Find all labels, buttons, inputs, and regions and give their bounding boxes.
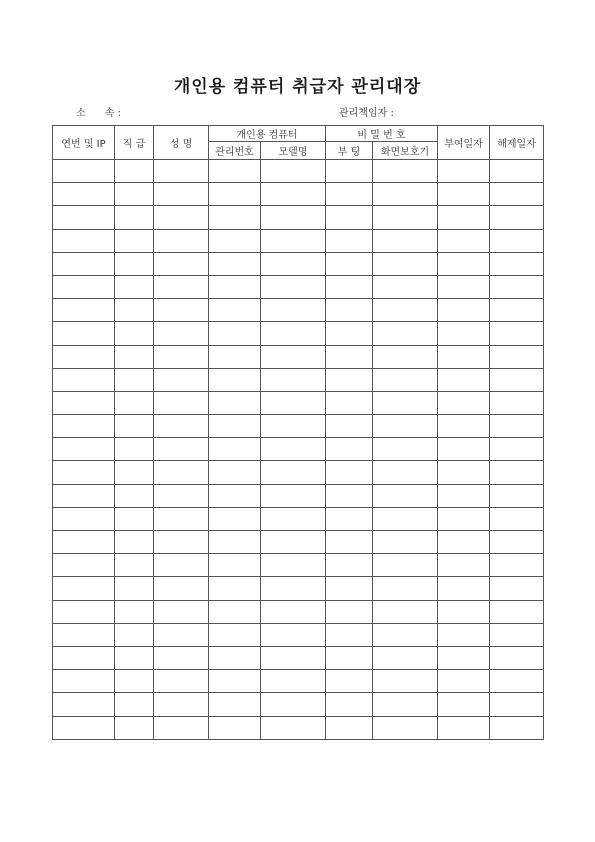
table-row xyxy=(53,693,544,716)
table-cell xyxy=(373,461,438,484)
header-revoked-date: 해제일자 xyxy=(490,126,544,160)
table-cell xyxy=(490,646,544,669)
table-cell xyxy=(373,693,438,716)
table-cell xyxy=(438,391,490,414)
table-cell xyxy=(326,206,373,229)
table-cell xyxy=(115,554,154,577)
table-cell xyxy=(261,646,326,669)
table-cell xyxy=(438,531,490,554)
table-cell xyxy=(209,531,261,554)
table-cell xyxy=(490,716,544,739)
table-cell xyxy=(261,554,326,577)
table-cell xyxy=(438,507,490,530)
header-pc-group: 개인용 컴퓨터 xyxy=(209,126,326,142)
table-cell xyxy=(490,484,544,507)
table-cell xyxy=(53,345,115,368)
header-screensaver: 화면보호기 xyxy=(373,142,438,160)
table-cell xyxy=(261,206,326,229)
table-row xyxy=(53,391,544,414)
header-management-no: 관리번호 xyxy=(209,142,261,160)
table-cell xyxy=(326,646,373,669)
table-cell xyxy=(438,275,490,298)
table-cell xyxy=(209,229,261,252)
table-cell xyxy=(261,229,326,252)
table-cell xyxy=(154,577,209,600)
table-cell xyxy=(261,670,326,693)
table-cell xyxy=(373,415,438,438)
table-row xyxy=(53,345,544,368)
table-cell xyxy=(115,670,154,693)
table-row xyxy=(53,646,544,669)
table-cell xyxy=(209,322,261,345)
table-cell xyxy=(438,484,490,507)
table-cell xyxy=(490,554,544,577)
table-cell xyxy=(438,438,490,461)
table-cell xyxy=(438,299,490,322)
table-cell xyxy=(373,670,438,693)
table-cell xyxy=(490,229,544,252)
table-cell xyxy=(261,438,326,461)
table-cell xyxy=(326,368,373,391)
header-boot: 부 팅 xyxy=(326,142,373,160)
table-cell xyxy=(373,206,438,229)
table-cell xyxy=(490,507,544,530)
table-row xyxy=(53,206,544,229)
table-cell xyxy=(438,600,490,623)
table-cell xyxy=(154,646,209,669)
table-cell xyxy=(490,322,544,345)
table-cell xyxy=(209,577,261,600)
table-cell xyxy=(154,160,209,183)
table-cell xyxy=(115,391,154,414)
table-cell xyxy=(261,275,326,298)
table-cell xyxy=(115,415,154,438)
table-cell xyxy=(490,391,544,414)
table-cell xyxy=(326,252,373,275)
table-cell xyxy=(373,252,438,275)
table-cell xyxy=(115,461,154,484)
table-cell xyxy=(261,252,326,275)
table-cell xyxy=(154,275,209,298)
table-cell xyxy=(326,600,373,623)
table-cell xyxy=(115,183,154,206)
table-cell xyxy=(115,623,154,646)
table-cell xyxy=(326,322,373,345)
table-cell xyxy=(261,577,326,600)
table-cell xyxy=(373,322,438,345)
table-row xyxy=(53,275,544,298)
table-row xyxy=(53,623,544,646)
table-cell xyxy=(438,461,490,484)
table-cell xyxy=(154,484,209,507)
table-cell xyxy=(373,391,438,414)
header-name: 성 명 xyxy=(154,126,209,160)
table-cell xyxy=(261,160,326,183)
table-cell xyxy=(438,252,490,275)
table-cell xyxy=(373,229,438,252)
table-cell xyxy=(373,484,438,507)
table-cell xyxy=(209,252,261,275)
table-cell xyxy=(53,438,115,461)
table-cell xyxy=(53,252,115,275)
table-cell xyxy=(261,391,326,414)
table-cell xyxy=(326,438,373,461)
table-cell xyxy=(53,229,115,252)
table-cell xyxy=(490,670,544,693)
table-cell xyxy=(115,322,154,345)
affiliation-label: 소 속 : xyxy=(76,108,121,119)
table-cell xyxy=(438,623,490,646)
table-cell xyxy=(115,229,154,252)
table-cell xyxy=(326,160,373,183)
table-cell xyxy=(154,415,209,438)
table-cell xyxy=(373,183,438,206)
table-cell xyxy=(209,438,261,461)
table-cell xyxy=(209,600,261,623)
table-cell xyxy=(373,600,438,623)
table-cell xyxy=(53,531,115,554)
table-cell xyxy=(53,183,115,206)
ledger-body xyxy=(53,160,544,740)
table-cell xyxy=(261,345,326,368)
table-cell xyxy=(261,716,326,739)
table-cell xyxy=(53,299,115,322)
table-row xyxy=(53,461,544,484)
table-cell xyxy=(326,275,373,298)
table-cell xyxy=(438,670,490,693)
table-cell xyxy=(115,646,154,669)
table-cell xyxy=(154,183,209,206)
table-cell xyxy=(490,345,544,368)
table-cell xyxy=(490,368,544,391)
table-cell xyxy=(438,229,490,252)
table-cell xyxy=(53,670,115,693)
table-cell xyxy=(261,461,326,484)
table-cell xyxy=(261,507,326,530)
table-cell xyxy=(261,623,326,646)
table-cell xyxy=(154,531,209,554)
table-cell xyxy=(373,345,438,368)
table-cell xyxy=(209,484,261,507)
table-cell xyxy=(115,716,154,739)
table-cell xyxy=(490,693,544,716)
table-cell xyxy=(261,600,326,623)
table-cell xyxy=(438,646,490,669)
table-cell xyxy=(209,391,261,414)
table-cell xyxy=(53,322,115,345)
table-row xyxy=(53,600,544,623)
header-password-group: 비 밀 번 호 xyxy=(326,126,438,142)
table-cell xyxy=(490,577,544,600)
table-row xyxy=(53,438,544,461)
table-cell xyxy=(261,484,326,507)
table-cell xyxy=(209,275,261,298)
table-cell xyxy=(53,693,115,716)
manager-label: 관리책임자 : xyxy=(339,108,394,119)
table-cell xyxy=(490,206,544,229)
table-cell xyxy=(115,484,154,507)
table-cell xyxy=(53,554,115,577)
table-cell xyxy=(209,693,261,716)
table-cell xyxy=(373,716,438,739)
table-cell xyxy=(261,531,326,554)
table-cell xyxy=(326,415,373,438)
table-cell xyxy=(53,484,115,507)
table-cell xyxy=(154,438,209,461)
table-cell xyxy=(490,183,544,206)
table-row xyxy=(53,183,544,206)
pc-user-ledger-table xyxy=(52,125,544,740)
table-cell xyxy=(438,206,490,229)
table-cell xyxy=(115,275,154,298)
table-cell xyxy=(53,415,115,438)
table-cell xyxy=(490,299,544,322)
header-rank: 직 급 xyxy=(115,126,154,160)
table-cell xyxy=(115,577,154,600)
header-model-name: 모델명 xyxy=(261,142,326,160)
table-cell xyxy=(154,507,209,530)
table-cell xyxy=(373,275,438,298)
table-row xyxy=(53,507,544,530)
table-row xyxy=(53,299,544,322)
table-cell xyxy=(53,275,115,298)
header-serial-ip: 연번 및 IP xyxy=(53,126,115,160)
table-cell xyxy=(115,252,154,275)
table-cell xyxy=(490,600,544,623)
table-cell xyxy=(261,322,326,345)
table-cell xyxy=(209,716,261,739)
table-cell xyxy=(154,229,209,252)
table-cell xyxy=(154,600,209,623)
table-cell xyxy=(53,716,115,739)
table-cell xyxy=(261,368,326,391)
table-cell xyxy=(373,299,438,322)
table-cell xyxy=(438,415,490,438)
table-cell xyxy=(209,160,261,183)
table-cell xyxy=(490,438,544,461)
table-row xyxy=(53,322,544,345)
table-cell xyxy=(326,554,373,577)
table-row xyxy=(53,716,544,739)
table-cell xyxy=(490,160,544,183)
table-cell xyxy=(154,670,209,693)
table-cell xyxy=(209,461,261,484)
table-cell xyxy=(53,368,115,391)
table-cell xyxy=(115,507,154,530)
table-cell xyxy=(154,299,209,322)
table-cell xyxy=(209,299,261,322)
table-cell xyxy=(373,623,438,646)
table-cell xyxy=(373,507,438,530)
table-cell xyxy=(326,345,373,368)
table-cell xyxy=(326,507,373,530)
table-cell xyxy=(209,646,261,669)
table-row xyxy=(53,229,544,252)
table-cell xyxy=(438,577,490,600)
table-cell xyxy=(326,391,373,414)
table-cell xyxy=(209,623,261,646)
table-cell xyxy=(209,183,261,206)
table-cell xyxy=(209,554,261,577)
table-cell xyxy=(53,623,115,646)
table-cell xyxy=(261,299,326,322)
table-cell xyxy=(438,160,490,183)
table-cell xyxy=(154,693,209,716)
table-cell xyxy=(326,299,373,322)
table-cell xyxy=(438,716,490,739)
table-cell xyxy=(154,368,209,391)
table-cell xyxy=(490,275,544,298)
table-cell xyxy=(154,345,209,368)
table-cell xyxy=(326,577,373,600)
table-cell xyxy=(115,160,154,183)
table-row xyxy=(53,670,544,693)
table-cell xyxy=(373,554,438,577)
table-cell xyxy=(373,160,438,183)
table-row xyxy=(53,252,544,275)
table-cell xyxy=(209,368,261,391)
table-cell xyxy=(115,345,154,368)
table-cell xyxy=(115,693,154,716)
table-cell xyxy=(53,391,115,414)
table-cell xyxy=(438,368,490,391)
table-cell xyxy=(373,368,438,391)
table-cell xyxy=(209,507,261,530)
table-cell xyxy=(326,229,373,252)
table-cell xyxy=(438,322,490,345)
table-cell xyxy=(209,345,261,368)
table-cell xyxy=(261,415,326,438)
table-cell xyxy=(326,623,373,646)
table-cell xyxy=(261,693,326,716)
table-cell xyxy=(154,252,209,275)
table-cell xyxy=(490,252,544,275)
table-cell xyxy=(326,461,373,484)
table-cell xyxy=(154,716,209,739)
table-cell xyxy=(53,461,115,484)
table-cell xyxy=(53,600,115,623)
table-cell xyxy=(373,531,438,554)
table-cell xyxy=(154,623,209,646)
table-cell xyxy=(326,693,373,716)
table-cell xyxy=(154,391,209,414)
table-cell xyxy=(326,716,373,739)
table-cell xyxy=(154,461,209,484)
table-cell xyxy=(115,299,154,322)
table-cell xyxy=(154,554,209,577)
table-cell xyxy=(115,531,154,554)
table-cell xyxy=(490,415,544,438)
table-cell xyxy=(373,577,438,600)
table-cell xyxy=(209,206,261,229)
table-cell xyxy=(438,345,490,368)
page-title: 개인용 컴퓨터 취급자 관리대장 xyxy=(173,77,422,97)
table-cell xyxy=(373,438,438,461)
table-cell xyxy=(209,670,261,693)
table-cell xyxy=(53,160,115,183)
table-cell xyxy=(438,693,490,716)
table-cell xyxy=(326,531,373,554)
table-row xyxy=(53,415,544,438)
table-cell xyxy=(53,206,115,229)
table-row xyxy=(53,554,544,577)
table-cell xyxy=(490,623,544,646)
header-granted-date: 부여일자 xyxy=(438,126,490,160)
table-cell xyxy=(326,183,373,206)
table-cell xyxy=(373,646,438,669)
table-cell xyxy=(490,531,544,554)
table-cell xyxy=(438,183,490,206)
table-cell xyxy=(261,183,326,206)
table-cell xyxy=(438,554,490,577)
table-cell xyxy=(115,438,154,461)
table-cell xyxy=(154,322,209,345)
table-cell xyxy=(115,206,154,229)
table-cell xyxy=(326,670,373,693)
table-cell xyxy=(53,577,115,600)
table-cell xyxy=(115,368,154,391)
table-row xyxy=(53,484,544,507)
table-cell xyxy=(154,206,209,229)
table-row xyxy=(53,577,544,600)
table-cell xyxy=(209,415,261,438)
table-cell xyxy=(326,484,373,507)
table-row xyxy=(53,160,544,183)
table-row xyxy=(53,531,544,554)
table-cell xyxy=(53,646,115,669)
table-cell xyxy=(115,600,154,623)
table-cell xyxy=(53,507,115,530)
table-cell xyxy=(490,461,544,484)
table-row xyxy=(53,368,544,391)
